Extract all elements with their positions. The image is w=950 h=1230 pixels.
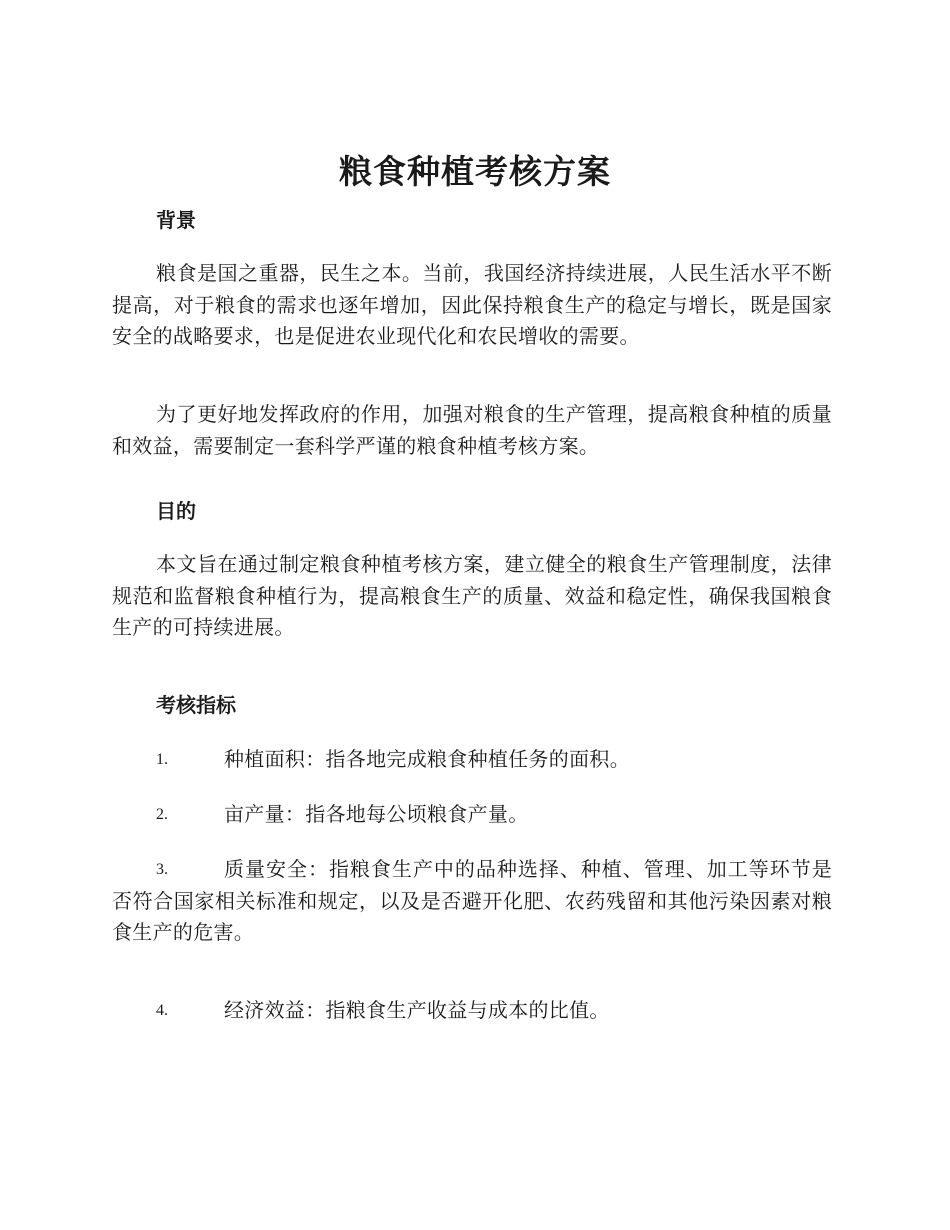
list-item-number: 2.: [156, 806, 168, 823]
paragraph: 粮食是国之重器，民生之本。当前，我国经济持续进展，人民生活水平不断提高，对于粮食的需求也逐年增加，因此保持粮食生产的稳定与增长，既是国家安全的战略要求，也是促进农业现代化和农民增收的需要。: [112, 261, 832, 348]
list-item-number: 4.: [156, 1002, 168, 1019]
paragraph: 本文旨在通过制定粮食种植考核方案，建立健全的粮食生产管理制度，法律规范和监督粮食种植行为，提高粮食生产的质量、效益和稳定性，确保我国粮食生产的可持续进展。: [112, 552, 832, 639]
section-heading-indicators: 考核指标: [156, 693, 236, 717]
list-item-text: 亩产量：指各地每公顷粮食产量。: [224, 802, 529, 826]
list-item-text: 种植面积：指各地完成粮食种植任务的面积。: [224, 747, 630, 771]
paragraph: 为了更好地发挥政府的作用，加强对粮食的生产管理，提高粮食种植的质量和效益，需要制定一套科学严谨的粮食种植考核方案。: [112, 402, 832, 458]
list-item-number: 3.: [156, 861, 168, 878]
list-item-text: 经济效益：指粮食生产收益与成本的比值。: [224, 998, 610, 1022]
section-heading-purpose: 目的: [156, 499, 196, 523]
document-title: 粮食种植考核方案: [339, 152, 611, 191]
list-item-text: 质量安全：指粮食生产中的品种选择、种植、管理、加工等环节是否符合国家相关标准和规定，以及是否避开化肥、农药残留和其他污染因素对粮食生产的危害。: [112, 857, 832, 944]
list-item-number: 1.: [156, 751, 168, 768]
section-heading-background: 背景: [156, 208, 196, 232]
